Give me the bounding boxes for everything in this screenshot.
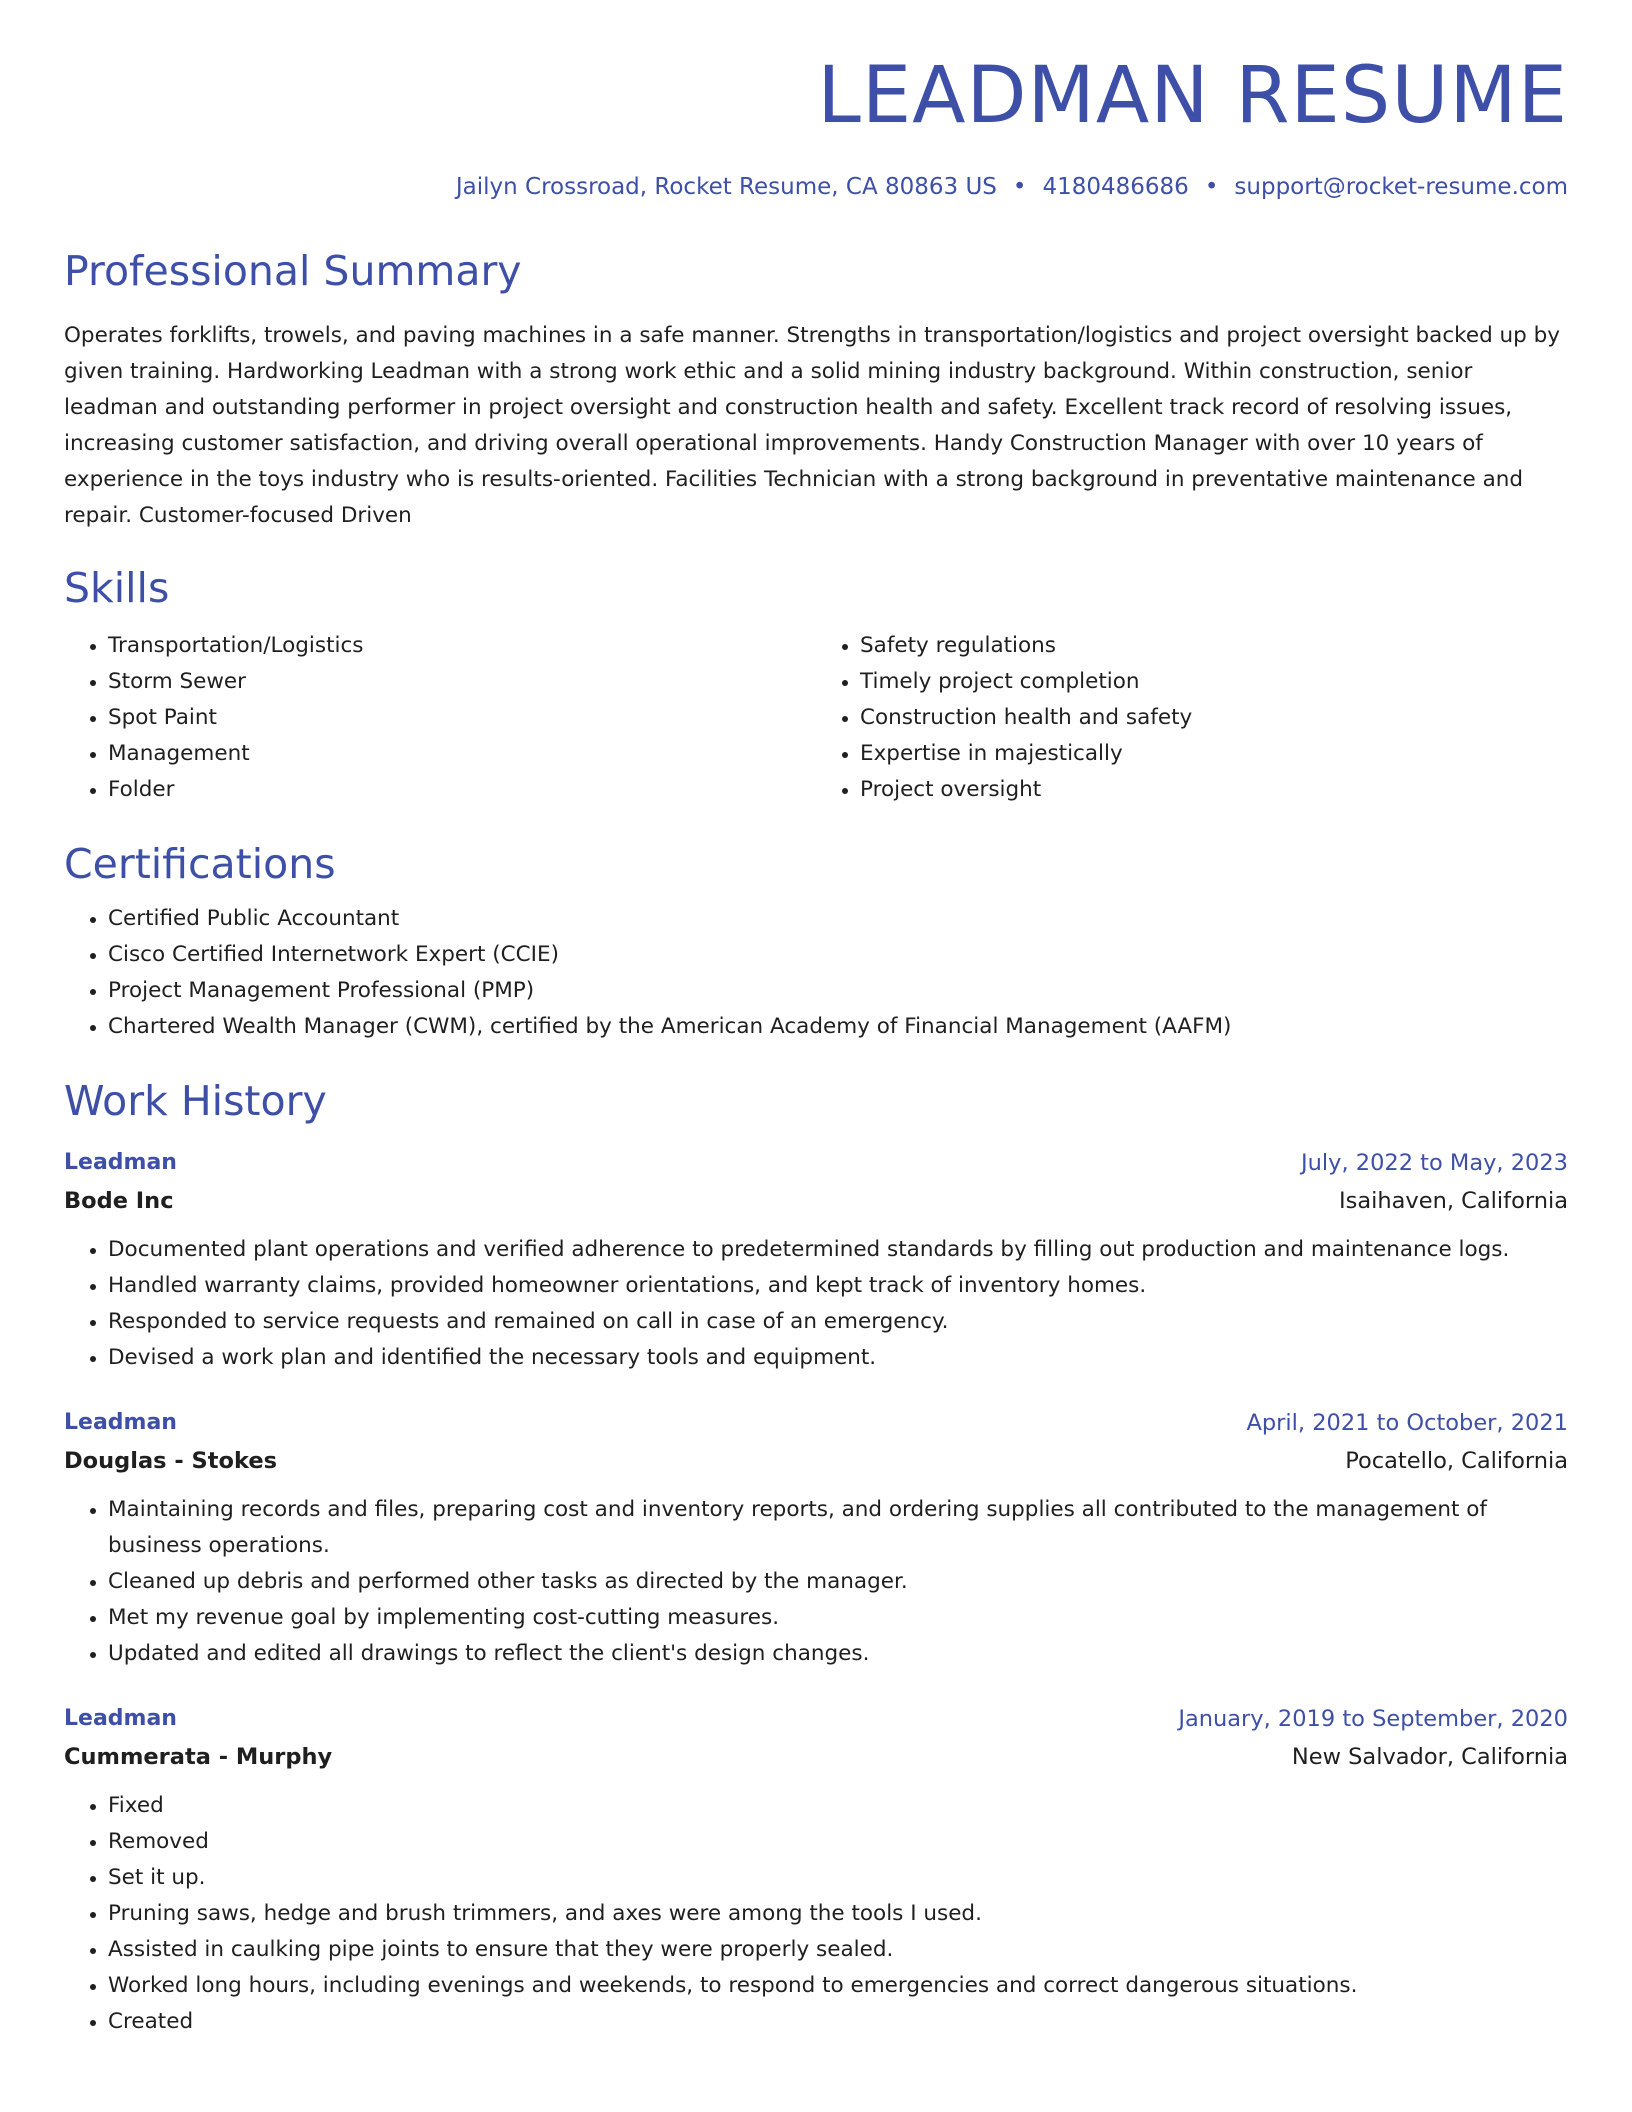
- job-bullet: • Pruning saws, hedge and brush trimmers, and axes were among the tools I used.: [108, 1896, 1568, 1932]
- job-bullet: • Responded to service requests and remained on call in case of an emergency.: [108, 1304, 1568, 1340]
- job-bullets: [64, 1492, 1568, 1672]
- job-bullet: • Set it up.: [108, 1860, 1568, 1896]
- job-bullet: • Handled warranty claims, provided homeowner orientations, and kept track of inventory homes.: [108, 1268, 1568, 1304]
- skill-item: • Expertise in majestically: [860, 736, 1568, 772]
- job-title: Leadman: [64, 1409, 177, 1435]
- job-bullet: • Created: [108, 2004, 1568, 2040]
- job-entry: [64, 1144, 1568, 1376]
- contact-line: [64, 174, 1568, 202]
- job-company-row: [64, 1182, 1568, 1220]
- skill-item: • Spot Paint: [108, 700, 816, 736]
- job-title: Leadman: [64, 1149, 177, 1175]
- job-entry: [64, 1404, 1568, 1672]
- skill-item: • Safety regulations: [860, 628, 1568, 664]
- job-company-row: [64, 1442, 1568, 1480]
- job-company: Bode Inc: [64, 1187, 174, 1214]
- contact-phone: 4180486686: [1042, 173, 1189, 200]
- skill-item: • Construction health and safety: [860, 700, 1568, 736]
- job-dates: April, 2021 to October, 2021: [1246, 1409, 1568, 1436]
- skills-list-right: [816, 628, 1568, 808]
- skill-item: • Project oversight: [860, 772, 1568, 808]
- skill-item: • Management: [108, 736, 816, 772]
- certifications-list: [64, 901, 1568, 1045]
- resume-header: [64, 50, 1568, 201]
- job-title-row: [64, 1700, 1568, 1738]
- certifications-heading: Certifications: [64, 839, 336, 888]
- certification-item: • Chartered Wealth Manager (CWM), certified by the American Academy of Financial Management (AAFM): [108, 1009, 1568, 1045]
- job-bullet: • Assisted in caulking pipe joints to ensure that they were properly sealed.: [108, 1932, 1568, 1968]
- resume-name: LEADMAN RESUME: [817, 51, 1568, 141]
- job-dates: July, 2022 to May, 2023: [1300, 1149, 1568, 1176]
- certification-item: • Certified Public Accountant: [108, 901, 1568, 937]
- contact-separator: •: [1012, 173, 1027, 200]
- job-location: Pocatello, California: [1345, 1447, 1568, 1474]
- job-company: Cummerata - Murphy: [64, 1743, 333, 1770]
- job-entry: [64, 1700, 1568, 2040]
- job-location: New Salvador, California: [1291, 1743, 1568, 1770]
- job-bullet: • Fixed: [108, 1788, 1568, 1824]
- contact-address: Jailyn Crossroad, Rocket Resume, CA 80863 US: [455, 173, 997, 200]
- skill-item: • Transportation/Logistics: [108, 628, 816, 664]
- skill-item: • Folder: [108, 772, 816, 808]
- contact-separator: •: [1204, 173, 1219, 200]
- certification-item: • Project Management Professional (PMP): [108, 973, 1568, 1009]
- job-bullets: [64, 1788, 1568, 2040]
- job-bullet: • Removed: [108, 1824, 1568, 1860]
- job-bullets: [64, 1232, 1568, 1376]
- job-bullet: • Devised a work plan and identified the necessary tools and equipment.: [108, 1340, 1568, 1376]
- skills-heading: Skills: [64, 564, 170, 613]
- job-bullet: • Worked long hours, including evenings and weekends, to respond to emergencies and correct dangerous situations.: [108, 1968, 1568, 2004]
- job-bullet: • Maintaining records and files, preparing cost and inventory reports, and ordering supplies all contributed to the management of business operations.: [108, 1492, 1568, 1564]
- certification-item: • Cisco Certified Internetwork Expert (CCIE): [108, 937, 1568, 973]
- skill-item: • Storm Sewer: [108, 664, 816, 700]
- job-bullet: • Met my revenue goal by implementing cost-cutting measures.: [108, 1600, 1568, 1636]
- job-company-row: [64, 1738, 1568, 1776]
- skill-item: • Timely project completion: [860, 664, 1568, 700]
- summary-heading: Professional Summary: [64, 247, 522, 296]
- contact-email[interactable]: support@rocket-resume.com: [1234, 173, 1568, 200]
- job-bullet: • Cleaned up debris and performed other tasks as directed by the manager.: [108, 1564, 1568, 1600]
- summary-text: Operates forklifts, trowels, and paving machines in a safe manner. Strengths in transportation/logistics and project oversight backed up by given training. Hardworking Leadman with a strong work ethic and a solid mining industry background. Within construction, senior leadman and outstanding performer in project oversight and construction health and safety. Excellent track record of resolving issues, increasing customer satisfaction, and driving overall operational improvements. Handy Construction Manager with over 10 years of experience in the toys industry who is results-oriented. Facilities Technician with a strong background in preventative maintenance and repair. Customer-focused Driven: [64, 323, 1561, 529]
- job-title-row: [64, 1144, 1568, 1182]
- work-history-heading: Work History: [64, 1076, 327, 1125]
- job-title-row: [64, 1404, 1568, 1442]
- job-location: Isaihaven, California: [1338, 1187, 1568, 1214]
- job-title: Leadman: [64, 1705, 177, 1731]
- skills-list-left: [64, 628, 816, 808]
- job-bullet: • Updated and edited all drawings to reflect the client's design changes.: [108, 1636, 1568, 1672]
- job-company: Douglas - Stokes: [64, 1447, 277, 1474]
- job-bullet: • Documented plant operations and verified adherence to predetermined standards by filling out production and maintenance logs.: [108, 1232, 1568, 1268]
- skills-columns: [64, 628, 1568, 808]
- job-dates: January, 2019 to September, 2020: [1178, 1705, 1568, 1732]
